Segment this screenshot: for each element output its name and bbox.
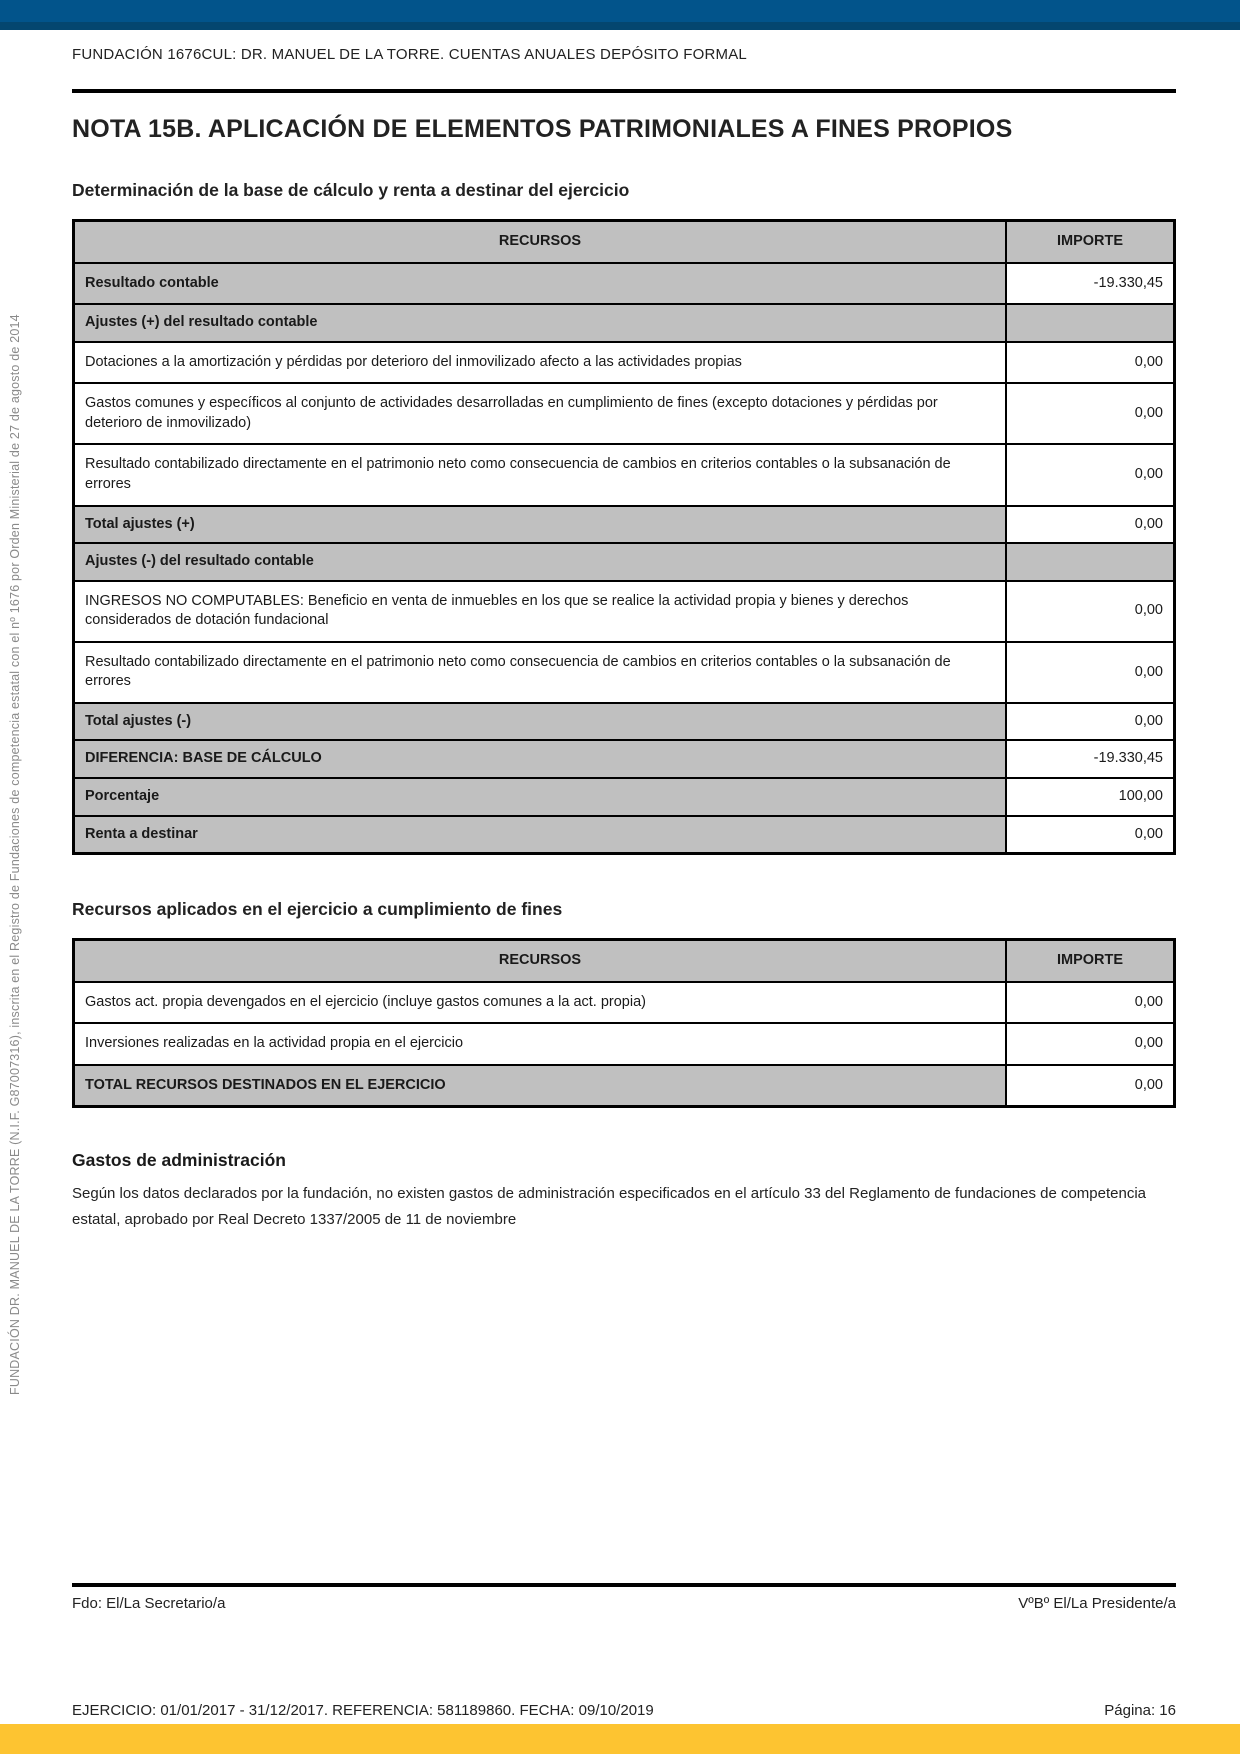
table-row [74,263,1175,305]
row-label: INGRESOS NO COMPUTABLES: Beneficio en venta de inmuebles en los que se realice la actividad propia y bienes y derechos considerados de dotación fundacional [74,581,1007,642]
calc-table [72,219,1176,855]
bottom-yellow-bar [0,1724,1240,1754]
signature-president: VºBº El/La Presidente/a [1018,1595,1176,1612]
table-row [74,642,1175,703]
table-header-row [74,940,1175,982]
admin-section-heading: Gastos de administración [72,1150,286,1171]
table-row [74,740,1175,778]
row-value: -19.330,45 [1006,740,1175,778]
table-row [74,342,1175,384]
row-value: 0,00 [1006,383,1175,444]
document-header: FUNDACIÓN 1676CUL: DR. MANUEL DE LA TORRE. CUENTAS ANUALES DEPÓSITO FORMAL [72,46,747,63]
table-row [74,506,1175,544]
footer-exercise-reference: EJERCICIO: 01/01/2017 - 31/12/2017. REFERENCIA: 581189860. FECHA: 09/10/2019 [72,1702,654,1719]
row-label: Total ajustes (+) [74,506,1007,544]
row-label: DIFERENCIA: BASE DE CÁLCULO [74,740,1007,778]
row-label: Inversiones realizadas en la actividad propia en el ejercicio [74,1023,1007,1065]
table-header-row [74,221,1175,263]
table-row [74,581,1175,642]
table-row [74,1065,1175,1107]
row-label: Resultado contabilizado directamente en el patrimonio neto como consecuencia de cambios en criterios contables o la subsanación de errores [74,444,1007,505]
applied-section-heading: Recursos aplicados en el ejercicio a cumplimiento de fines [72,899,563,920]
row-label: Ajustes (-) del resultado contable [74,543,1007,581]
row-value: 0,00 [1006,1065,1175,1107]
row-value: 0,00 [1006,982,1175,1024]
row-value: 0,00 [1006,444,1175,505]
col-header-recursos: RECURSOS [74,940,1007,982]
row-value [1006,304,1175,342]
admin-section-body: Según los datos declarados por la fundación, no existen gastos de administración especificados en el artículo 33 del Reglamento de fundaciones de competencia estatal, aprobado por Real Decreto 1337/2005 de 11 de noviembre [72,1185,1147,1229]
row-label: TOTAL RECURSOS DESTINADOS EN EL EJERCICIO [74,1065,1007,1107]
signature-secretary: Fdo: El/La Secretario/a [72,1595,226,1612]
row-value: 0,00 [1006,506,1175,544]
row-value [1006,543,1175,581]
row-label: Porcentaje [74,778,1007,816]
row-value: 0,00 [1006,1023,1175,1065]
registry-side-note: FUNDACIÓN DR. MANUEL DE LA TORRE (N.I.F. G87007316), inscrita en el Registro de Fundaciones de competencia estatal con el nº 1676 por Orden Ministerial de 27 de agosto de 2014 [8,314,22,1395]
col-header-importe: IMPORTE [1006,221,1175,263]
row-value: 0,00 [1006,703,1175,741]
table-row [74,444,1175,505]
table-row [74,543,1175,581]
row-value: -19.330,45 [1006,263,1175,305]
table-row [74,982,1175,1024]
row-label: Resultado contable [74,263,1007,305]
table-row [74,778,1175,816]
row-value: 0,00 [1006,342,1175,384]
table-row [74,1023,1175,1065]
signature-row [72,1595,1176,1612]
row-label: Ajustes (+) del resultado contable [74,304,1007,342]
footer-row [72,1702,1176,1719]
calc-section-heading: Determinación de la base de cálculo y renta a destinar del ejercicio [72,180,630,200]
page-title: NOTA 15B. APLICACIÓN DE ELEMENTOS PATRIMONIALES A FINES PROPIOS [72,115,1013,143]
row-value: 0,00 [1006,816,1175,854]
row-value: 0,00 [1006,642,1175,703]
footer-page-number: Página: 16 [1104,1702,1176,1719]
top-blue-bar [0,0,1240,30]
header-divider [72,89,1176,93]
row-label: Renta a destinar [74,816,1007,854]
table-row [74,304,1175,342]
row-label: Resultado contabilizado directamente en el patrimonio neto como consecuencia de cambios en criterios contables o la subsanación de errores [74,642,1007,703]
table-row [74,383,1175,444]
row-value: 100,00 [1006,778,1175,816]
row-label: Dotaciones a la amortización y pérdidas por deterioro del inmovilizado afecto a las actividades propias [74,342,1007,384]
applied-table [72,938,1176,1108]
row-label: Total ajustes (-) [74,703,1007,741]
col-header-recursos: RECURSOS [74,221,1007,263]
signature-divider [72,1583,1176,1587]
page-content [72,46,1176,1233]
row-label: Gastos act. propia devengados en el ejercicio (incluye gastos comunes a la act. propia) [74,982,1007,1024]
row-value: 0,00 [1006,581,1175,642]
row-label: Gastos comunes y específicos al conjunto de actividades desarrolladas en cumplimiento de fines (excepto dotaciones y pérdidas por deterioro de inmovilizado) [74,383,1007,444]
col-header-importe: IMPORTE [1006,940,1175,982]
table-row [74,703,1175,741]
table-row [74,816,1175,854]
